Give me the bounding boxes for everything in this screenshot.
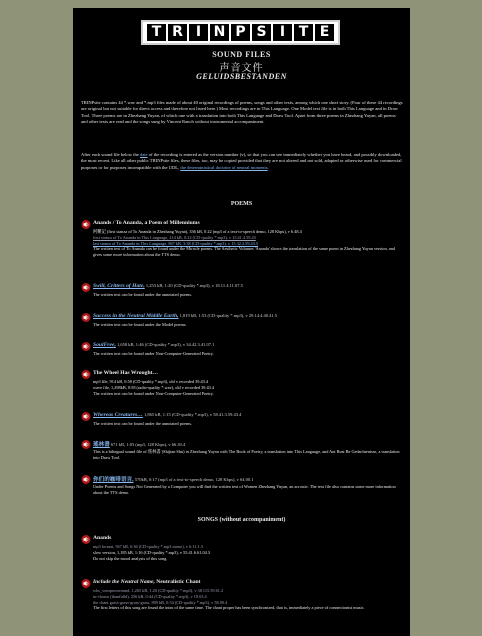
entry-title-link[interactable]: Swill, Critters of Hate, [93,283,145,289]
page-title-en: SOUND FILES [212,50,271,59]
speaker-icon[interactable] [81,440,91,449]
intro-paragraph-2 [81,152,403,171]
entry-note: Do not skip the mood analysis of this song. [93,555,168,561]
entry-title-link[interactable]: 瑤林書 [93,442,110,448]
speaker-icon[interactable] [81,535,91,544]
site-logo[interactable] [141,20,340,45]
speaker-icon[interactable] [81,579,91,588]
logo-letter: P [231,24,250,41]
speaker-icon[interactable] [81,220,91,229]
entry-title: Anands [93,535,112,541]
date-link[interactable]: date [139,152,148,157]
file-link[interactable]: the chant grass-grass-grass-grass, 809 kB, 0:54 (CD-quality *.mp3), v 58.00.4 [93,599,228,605]
entry-note: The written text of To Ananda can be found under the Miracle poems. The Aesthetic Volumes 'Ananda' shows the translation of the same poem in Zhezhang Yuyan version, and gives some more information about the TTS demo. [93,246,395,258]
entry-meta: Neutralistic Chant [154,579,201,585]
entry-meta: 570kB, 0:17 (mp3 of a text-to-speech demo, 128 Kbps), v 64.00.1 [133,477,254,482]
entry-title: Anands / To Ananda, a Poem of Millenniums [93,220,200,226]
entry-note: The written text can be found under Non-Computer-Generated Poetry. [93,351,214,356]
entry-meta: 671 kB, 1:03 (mp3, 128 Kbps), v 66.30.4 [109,442,186,447]
entry-note: The written text can be found under the annotated poems. [93,292,193,297]
entry-meta: 1,658 kB, 1:46 (CD-quality *.mp3), v 34.42.3.41.07.1 [115,342,215,347]
entry-title-link[interactable]: Whereas Creatures… [93,412,143,418]
section-heading-poems: POEMS [230,201,253,207]
speaker-icon[interactable] [81,412,91,421]
file-link[interactable]: wave file, 1,298kB, 0:58 (radio-quality *.wav), old v recorded 39.43.4 [93,384,214,390]
entry-title-link[interactable]: SoulFree, [93,342,116,348]
speaker-icon[interactable] [81,342,91,351]
file-link[interactable]: first stanza of To Ananda in This Language, 214 kB, 0:22 (CD-quality *.mp3), v 15.41.4.59.43 [93,234,256,240]
logo-letter: I [189,24,208,41]
file-link[interactable]: slow version, 1,185 kB, 1:16 (CD-quality *.mp3), v 55.41.6.61.04.3 [93,549,210,555]
page [73,8,410,636]
page-title-nl: GELUIDSBESTANDEN [196,72,287,81]
entry-title: Include the Neutral Name, [93,579,155,585]
doctrine-link[interactable]: the deterministical doctrine of neutral moments [180,164,268,170]
entry-note: The written text can be found under Non-Computer-Generated Poetry. [93,390,214,396]
speaker-icon[interactable] [81,283,91,292]
entry-note: The first letters of this song are found the intro of the same time. The chant proper has been synchronized, that is, immediately a piece of connectionist music. [93,605,365,611]
intro-text: After each sound file below the [81,152,140,157]
entry-note: Under Poems and Songs Not Generated by a Computer you will find the written text of Women Zhezhang Yuyan, an acrostic. The text file also contains some more information about the TTS demo. [93,484,396,495]
entry-meta: 1,865 kB, 1:15 (CD-quality *.mp3), v 58.41.3.59.43.4 [142,412,242,417]
entry-meta: 1,819 kB, 1:53 (CD-quality *.mp3), v 29.14.4.40.41.5 [178,313,277,318]
speaker-icon[interactable] [81,475,91,484]
logo-letter: E [315,24,334,41]
speaker-icon[interactable] [81,370,91,379]
intro-text: . [267,164,269,170]
entry-title-link[interactable]: 你们的咖啡语言, [93,477,134,483]
section-heading-songs: SONGS (without accompaniment) [197,517,286,523]
entry-title-link[interactable]: Success in the Neutral Middle Earth, [93,313,179,319]
logo-letter: R [168,24,187,41]
file-link[interactable]: mp3 file, 914 kB, 0:58 (CD-quality *.mp3), old v recorded 39.43.4 [93,379,209,384]
logo-letter: T [294,24,313,41]
entry-note: The written text can be found under the Model poems. [93,322,187,327]
file-link[interactable]: 阿難記 (first stanza of To Ananda in Zhezhang Yuyan), 336 kB, 0:22 (mp3 of a text-to-speech demo, 128 Kbps), v 6.48.4 [93,229,302,234]
intro-paragraph-1: TRINPsite contains 44 *.wav and *.mp3 files made of about 40 original recordings of poems, songs and other texts, among which one short story. (Four of these 44 recordings are original but not suitable for direct access and therefore not listed here.) Most recordings are in This Language. One Model text file is in both This Language and in Draw Tool. Three poems are in Zhezhang Yuyan, of which one with a translation into both This Language and Draw Tool. Apart from three poems in Zhezhang Yuyan, all poems and other texts are read and the songs sung by Vincent Ranch without instrumental accompaniment. [81,100,403,124]
file-link[interactable]: mp3 format, 567 kB, 0:36 (CD-quality *.mp3 mono), v 6.11.1.3 [93,544,203,549]
file-link[interactable]: in-chorus (thanfulld), 256 kB, 0:44 (CD-quality *.mp3), v 18.63.4 [93,593,207,599]
entry-note: The written text can be found under the annotated poems. [93,421,193,426]
logo-letter: N [210,24,229,41]
file-link[interactable]: wbs_vompowermind, 1,265 kB, 1:20 (CD-quality *.mp3), v 38.115.59.61.2 [93,588,224,593]
logo-letter: I [273,24,292,41]
speaker-icon[interactable] [81,313,91,322]
file-link[interactable]: last stanza of To Ananda in This Language, 867 kB, 3:38 (CD-quality *.mp3), v 15.32.2.59.43.5 [93,240,259,246]
intro-text: of the recording is entered as the version number (v), so that you can see immediately whether you have heard, and possibly downloaded, the most recent. Like all other public TRINPsite files, these files, too, may be copied provided that they are not altered and not sold, adapted or otherwise used for commercial purposes or for purposes incompatible with the UDL, [81,152,402,170]
entry-note: This is a bilingual sound file of 瑤林書 (Shijian Shu) in Zhezhang Yuyan with The Book of Poetry, a translation into This Language, and Ant Rust Be Gedachtenisse, a translation into Draw Tool. [93,449,400,460]
entry-meta: 1,253 kB, 1:20 (CD-quality *.mp3), v 18.11.4.11.07.5 [144,283,243,288]
logo-letter: T [147,24,166,41]
logo-letter: S [252,24,271,41]
page-title-cn: 声音文件 [219,63,264,74]
entry-title: The Wheel Has Wrought… [93,370,159,376]
